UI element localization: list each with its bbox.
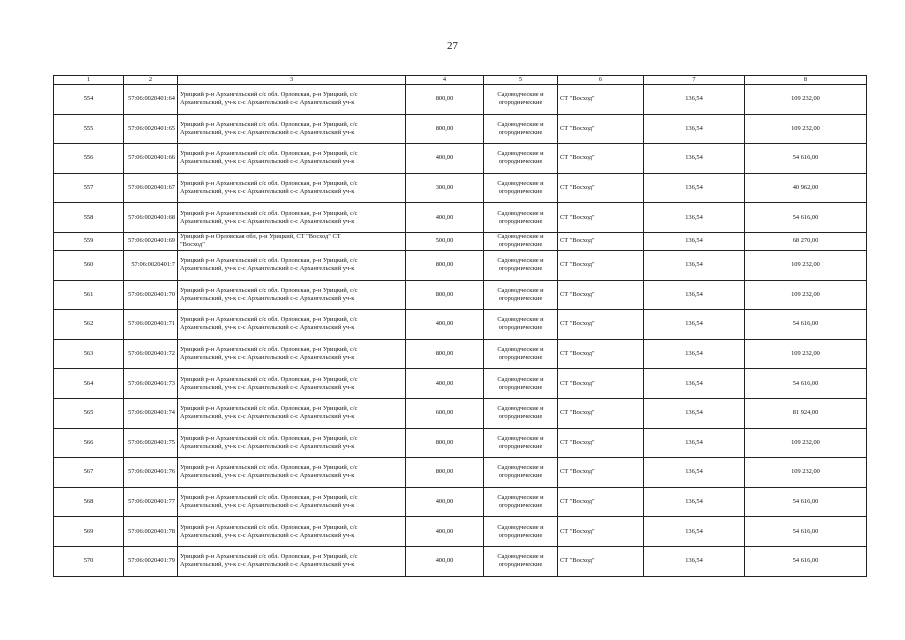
- organization-cell: СТ "Восход": [558, 203, 644, 233]
- land-use-cell: [484, 203, 558, 233]
- land-use-cell: [484, 310, 558, 340]
- addr-line-1: Урицкий р-н Архангельский с/с обл. Орловская, р-н Урицкий, с/с: [180, 553, 358, 561]
- addr-line-2: Архангельский, уч-к с-с Архангельский с-с Архангельский уч-к: [180, 531, 355, 539]
- cadastral-value-cell: 109 232,00: [745, 114, 867, 144]
- area-cell: 600,00: [406, 398, 484, 428]
- use-line-1: Садоводческие и: [497, 257, 544, 265]
- rate-cell: 136,54: [644, 114, 745, 144]
- address-cell: [178, 517, 406, 547]
- address-cell: [178, 85, 406, 115]
- rate-cell: 136,54: [644, 458, 745, 488]
- land-use-cell: [484, 85, 558, 115]
- table-row: [54, 250, 867, 280]
- row-number-cell: 558: [54, 203, 124, 233]
- use-line-1: Садоводческие и: [497, 553, 544, 561]
- area-cell: 800,00: [406, 250, 484, 280]
- land-use-cell: [484, 250, 558, 280]
- area-cell: 500,00: [406, 232, 484, 250]
- table-row: [54, 310, 867, 340]
- addr-line-2: Архангельский, уч-к с-с Архангельский с-с Архангельский уч-к: [180, 472, 355, 480]
- area-cell: 400,00: [406, 546, 484, 576]
- use-line-2: огороднические: [498, 561, 543, 569]
- addr-line-2: Архангельский, уч-к с-с Архангельский с-с Архангельский уч-к: [180, 99, 355, 107]
- cadastral-value-cell: 109 232,00: [745, 280, 867, 310]
- use-line-1: Садоводческие и: [497, 464, 544, 472]
- addr-line-1: Урицкий р-н Архангельский с/с обл. Орловская, р-н Урицкий, с/с: [180, 150, 358, 158]
- use-line-2: огороднические: [498, 383, 543, 391]
- rate-cell: 136,54: [644, 173, 745, 203]
- row-number-cell: 561: [54, 280, 124, 310]
- page-number: 27: [447, 40, 458, 52]
- addr-line-1: Урицкий р-н Архангельский с/с обл. Орловская, р-н Урицкий, с/с: [180, 91, 358, 99]
- addr-line-1: Урицкий р-н Архангельский с/с обл. Орловская, р-н Урицкий, с/с: [180, 494, 358, 502]
- row-number-cell: 565: [54, 398, 124, 428]
- cadastral-number-cell: 57:06:0020401:73: [124, 369, 178, 399]
- cadastral-number-cell: 57:06:0020401:74: [124, 398, 178, 428]
- rate-cell: 136,54: [644, 339, 745, 369]
- land-plot-table: [53, 75, 867, 577]
- row-number-cell: 556: [54, 144, 124, 174]
- addr-line-1: Урицкий р-н Орловская обл, р-н Урицкий, СТ "Восход" СТ: [180, 233, 341, 241]
- area-cell: 800,00: [406, 114, 484, 144]
- column-header: 2: [124, 76, 178, 85]
- cadastral-number-cell: 57:06:0020401:65: [124, 114, 178, 144]
- cadastral-value-cell: 54 616,00: [745, 546, 867, 576]
- table-row: [54, 173, 867, 203]
- rate-cell: 136,54: [644, 428, 745, 458]
- cadastral-number-cell: 57:06:0020401:76: [124, 458, 178, 488]
- area-cell: 800,00: [406, 85, 484, 115]
- row-number-cell: 562: [54, 310, 124, 340]
- rate-cell: 136,54: [644, 310, 745, 340]
- row-number-cell: 567: [54, 458, 124, 488]
- use-line-1: Садоводческие и: [497, 209, 544, 217]
- address-cell: [178, 250, 406, 280]
- cadastral-number-cell: 57:06:0020401:75: [124, 428, 178, 458]
- addr-line-1: Урицкий р-н Архангельский с/с обл. Орловская, р-н Урицкий, с/с: [180, 286, 358, 294]
- address-cell: [178, 280, 406, 310]
- cadastral-number-cell: 57:06:0020401:70: [124, 280, 178, 310]
- cadastral-number-cell: 57:06:0020401:77: [124, 487, 178, 517]
- address-cell: [178, 369, 406, 399]
- table-row: [54, 339, 867, 369]
- addr-line-2: Архангельский, уч-к с-с Архангельский с-с Архангельский уч-к: [180, 442, 355, 450]
- row-number-cell: 554: [54, 85, 124, 115]
- address-cell: [178, 310, 406, 340]
- land-use-cell: [484, 487, 558, 517]
- addr-line-1: Урицкий р-н Архангельский с/с обл. Орловская, р-н Урицкий, с/с: [180, 434, 358, 442]
- cadastral-number-cell: 57:06:0020401:68: [124, 203, 178, 233]
- addr-line-1: Урицкий р-н Архангельский с/с обл. Орловская, р-н Урицкий, с/с: [180, 523, 358, 531]
- row-number-cell: 569: [54, 517, 124, 547]
- addr-line-2: Архангельский, уч-к с-с Архангельский с-с Архангельский уч-к: [180, 188, 355, 196]
- addr-line-1: Урицкий р-н Архангельский с/с обл. Орловская, р-н Урицкий, с/с: [180, 209, 358, 217]
- cadastral-number-cell: 57:06:0020401:71: [124, 310, 178, 340]
- organization-cell: СТ "Восход": [558, 546, 644, 576]
- column-header: 3: [178, 76, 406, 85]
- addr-line-2: Архангельский, уч-к с-с Архангельский с-с Архангельский уч-к: [180, 158, 355, 166]
- addr-line-1: Урицкий р-н Архангельский с/с обл. Орловская, р-н Урицкий, с/с: [180, 316, 358, 324]
- table-row: [54, 114, 867, 144]
- cadastral-value-cell: 109 232,00: [745, 250, 867, 280]
- area-cell: 400,00: [406, 144, 484, 174]
- cadastral-value-cell: 54 616,00: [745, 517, 867, 547]
- row-number-cell: 566: [54, 428, 124, 458]
- addr-line-2: Архангельский, уч-к с-с Архангельский с-с Архангельский уч-к: [180, 265, 355, 273]
- use-line-2: огороднические: [498, 413, 543, 421]
- organization-cell: СТ "Восход": [558, 458, 644, 488]
- cadastral-value-cell: 109 232,00: [745, 458, 867, 488]
- row-number-cell: 560: [54, 250, 124, 280]
- use-line-1: Садоводческие и: [497, 434, 544, 442]
- organization-cell: СТ "Восход": [558, 280, 644, 310]
- cadastral-value-cell: 81 924,00: [745, 398, 867, 428]
- addr-line-2: Архангельский, уч-к с-с Архангельский с-с Архангельский уч-к: [180, 383, 355, 391]
- addr-line-2: Архангельский, уч-к с-с Архангельский с-с Архангельский уч-к: [180, 294, 355, 302]
- table-row: [54, 203, 867, 233]
- cadastral-number-cell: 57:06:0020401:66: [124, 144, 178, 174]
- use-line-1: Садоводческие и: [497, 494, 544, 502]
- address-cell: [178, 339, 406, 369]
- use-line-2: огороднические: [498, 324, 543, 332]
- column-header: 4: [406, 76, 484, 85]
- addr-line-1: Урицкий р-н Архангельский с/с обл. Орловская, р-н Урицкий, с/с: [180, 464, 358, 472]
- use-line-2: огороднические: [498, 294, 543, 302]
- use-line-1: Садоводческие и: [497, 91, 544, 99]
- use-line-1: Садоводческие и: [497, 375, 544, 383]
- rate-cell: 136,54: [644, 203, 745, 233]
- addr-line-2: Архангельский, уч-к с-с Архангельский с-с Архангельский уч-к: [180, 217, 355, 225]
- area-cell: 400,00: [406, 517, 484, 547]
- cadastral-value-cell: 54 616,00: [745, 203, 867, 233]
- use-line-2: огороднические: [498, 241, 543, 249]
- row-number-cell: 555: [54, 114, 124, 144]
- column-header: 5: [484, 76, 558, 85]
- addr-line-2: Архангельский, уч-к с-с Архангельский с-с Архангельский уч-к: [180, 324, 355, 332]
- land-use-cell: [484, 546, 558, 576]
- area-cell: 300,00: [406, 173, 484, 203]
- address-cell: [178, 458, 406, 488]
- table-row: [54, 280, 867, 310]
- table-row: [54, 517, 867, 547]
- use-line-1: Садоводческие и: [497, 286, 544, 294]
- address-cell: [178, 428, 406, 458]
- use-line-1: Садоводческие и: [497, 405, 544, 413]
- area-cell: 400,00: [406, 203, 484, 233]
- table-row: [54, 458, 867, 488]
- row-number-cell: 570: [54, 546, 124, 576]
- address-cell: [178, 173, 406, 203]
- table-row: [54, 487, 867, 517]
- addr-line-1: Урицкий р-н Архангельский с/с обл. Орловская, р-н Урицкий, с/с: [180, 405, 358, 413]
- organization-cell: СТ "Восход": [558, 369, 644, 399]
- rate-cell: 136,54: [644, 232, 745, 250]
- cadastral-value-cell: 54 616,00: [745, 310, 867, 340]
- column-header: 6: [558, 76, 644, 85]
- organization-cell: СТ "Восход": [558, 428, 644, 458]
- rate-cell: 136,54: [644, 517, 745, 547]
- column-header: 1: [54, 76, 124, 85]
- rate-cell: 136,54: [644, 250, 745, 280]
- area-cell: 800,00: [406, 280, 484, 310]
- organization-cell: СТ "Восход": [558, 310, 644, 340]
- addr-line-1: Урицкий р-н Архангельский с/с обл. Орловская, р-н Урицкий, с/с: [180, 120, 358, 128]
- cadastral-value-cell: 54 616,00: [745, 487, 867, 517]
- organization-cell: СТ "Восход": [558, 517, 644, 547]
- use-line-1: Садоводческие и: [497, 180, 544, 188]
- table-row: [54, 546, 867, 576]
- land-use-cell: [484, 232, 558, 250]
- rate-cell: 136,54: [644, 398, 745, 428]
- use-line-1: Садоводческие и: [497, 316, 544, 324]
- address-cell: [178, 546, 406, 576]
- use-line-2: огороднические: [498, 265, 543, 273]
- use-line-1: Садоводческие и: [497, 120, 544, 128]
- area-cell: 800,00: [406, 458, 484, 488]
- use-line-1: Садоводческие и: [497, 233, 544, 241]
- cadastral-number-cell: 57:06:0020401:72: [124, 339, 178, 369]
- rate-cell: 136,54: [644, 280, 745, 310]
- land-use-cell: [484, 517, 558, 547]
- use-line-2: огороднические: [498, 217, 543, 225]
- table-row: [54, 144, 867, 174]
- land-use-cell: [484, 398, 558, 428]
- land-use-cell: [484, 339, 558, 369]
- cadastral-value-cell: 109 232,00: [745, 428, 867, 458]
- table-row: [54, 369, 867, 399]
- use-line-2: огороднические: [498, 354, 543, 362]
- use-line-2: огороднические: [498, 442, 543, 450]
- organization-cell: СТ "Восход": [558, 114, 644, 144]
- land-use-cell: [484, 144, 558, 174]
- use-line-1: Садоводческие и: [497, 150, 544, 158]
- land-use-cell: [484, 369, 558, 399]
- addr-line-1: Урицкий р-н Архангельский с/с обл. Орловская, р-н Урицкий, с/с: [180, 180, 358, 188]
- use-line-2: огороднические: [498, 502, 543, 510]
- rate-cell: 136,54: [644, 85, 745, 115]
- area-cell: 800,00: [406, 339, 484, 369]
- table-body: [54, 85, 867, 577]
- area-cell: 800,00: [406, 428, 484, 458]
- rate-cell: 136,54: [644, 369, 745, 399]
- organization-cell: СТ "Восход": [558, 85, 644, 115]
- table-row: [54, 232, 867, 250]
- cadastral-value-cell: 68 270,00: [745, 232, 867, 250]
- land-use-cell: [484, 458, 558, 488]
- use-line-1: Садоводческие и: [497, 523, 544, 531]
- table-row: [54, 428, 867, 458]
- rate-cell: 136,54: [644, 546, 745, 576]
- rate-cell: 136,54: [644, 487, 745, 517]
- address-cell: [178, 487, 406, 517]
- land-use-cell: [484, 173, 558, 203]
- rate-cell: 136,54: [644, 144, 745, 174]
- row-number-cell: 568: [54, 487, 124, 517]
- column-header: 8: [745, 76, 867, 85]
- column-number-row: [54, 76, 867, 85]
- addr-line-1: Урицкий р-н Архангельский с/с обл. Орловская, р-н Урицкий, с/с: [180, 257, 358, 265]
- area-cell: 400,00: [406, 487, 484, 517]
- row-number-cell: 559: [54, 232, 124, 250]
- address-cell: [178, 398, 406, 428]
- column-header: 7: [644, 76, 745, 85]
- cadastral-number-cell: 57:06:0020401:78: [124, 517, 178, 547]
- organization-cell: СТ "Восход": [558, 144, 644, 174]
- cadastral-value-cell: 40 962,00: [745, 173, 867, 203]
- use-line-1: Садоводческие и: [497, 346, 544, 354]
- organization-cell: СТ "Восход": [558, 339, 644, 369]
- address-cell: [178, 144, 406, 174]
- cadastral-number-cell: 57:06:0020401:79: [124, 546, 178, 576]
- cadastral-value-cell: 109 232,00: [745, 339, 867, 369]
- addr-line-1: Урицкий р-н Архангельский с/с обл. Орловская, р-н Урицкий, с/с: [180, 375, 358, 383]
- cadastral-value-cell: 54 616,00: [745, 144, 867, 174]
- table-row: [54, 85, 867, 115]
- use-line-2: огороднические: [498, 188, 543, 196]
- addr-line-2: Архангельский, уч-к с-с Архангельский с-с Архангельский уч-к: [180, 354, 355, 362]
- cadastral-number-cell: 57:06:0020401:69: [124, 232, 178, 250]
- land-use-cell: [484, 114, 558, 144]
- addr-line-2: Архангельский, уч-к с-с Архангельский с-с Архангельский уч-к: [180, 502, 355, 510]
- use-line-2: огороднические: [498, 99, 543, 107]
- use-line-2: огороднические: [498, 531, 543, 539]
- cadastral-value-cell: 54 616,00: [745, 369, 867, 399]
- address-cell: [178, 114, 406, 144]
- cadastral-number-cell: 57:06:0020401:64: [124, 85, 178, 115]
- addr-line-2: Архангельский, уч-к с-с Архангельский с-с Архангельский уч-к: [180, 128, 355, 136]
- use-line-2: огороднические: [498, 472, 543, 480]
- organization-cell: СТ "Восход": [558, 398, 644, 428]
- use-line-2: огороднические: [498, 128, 543, 136]
- organization-cell: СТ "Восход": [558, 173, 644, 203]
- address-cell: [178, 232, 406, 250]
- land-use-cell: [484, 280, 558, 310]
- organization-cell: СТ "Восход": [558, 232, 644, 250]
- row-number-cell: 557: [54, 173, 124, 203]
- addr-line-2: "Восход": [180, 241, 205, 249]
- addr-line-1: Урицкий р-н Архангельский с/с обл. Орловская, р-н Урицкий, с/с: [180, 346, 358, 354]
- addr-line-2: Архангельский, уч-к с-с Архангельский с-с Архангельский уч-к: [180, 413, 355, 421]
- area-cell: 400,00: [406, 310, 484, 340]
- area-cell: 400,00: [406, 369, 484, 399]
- cadastral-number-cell: 57:06:0020401:67: [124, 173, 178, 203]
- row-number-cell: 563: [54, 339, 124, 369]
- land-use-cell: [484, 428, 558, 458]
- organization-cell: СТ "Восход": [558, 250, 644, 280]
- addr-line-2: Архангельский, уч-к с-с Архангельский с-с Архангельский уч-к: [180, 561, 355, 569]
- cadastral-value-cell: 109 232,00: [745, 85, 867, 115]
- use-line-2: огороднические: [498, 158, 543, 166]
- table-row: [54, 398, 867, 428]
- organization-cell: СТ "Восход": [558, 487, 644, 517]
- address-cell: [178, 203, 406, 233]
- cadastral-number-cell: 57:06:0020401:7: [124, 250, 178, 280]
- row-number-cell: 564: [54, 369, 124, 399]
